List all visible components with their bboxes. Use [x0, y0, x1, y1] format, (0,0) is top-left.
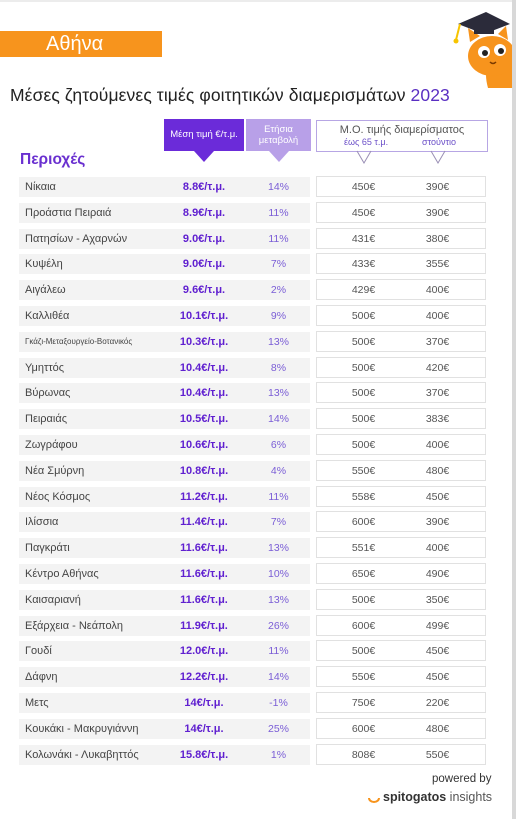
region-name: Εξάρχεια - Νεάπολη: [25, 619, 124, 632]
table-row: [0, 717, 512, 741]
avg-price-65sqm: 600€: [351, 722, 376, 735]
price-per-sqm: 10.6€/τ.μ.: [179, 439, 229, 451]
avg-price-studio: 400€: [425, 439, 450, 451]
annual-change: 13%: [267, 335, 289, 348]
price-per-sqm: 10.4€/τ.μ.: [179, 387, 229, 400]
region-name: Καισαριανή: [25, 593, 81, 606]
price-per-sqm: 10.3€/τ.μ.: [179, 335, 229, 348]
avg-price-65sqm: 558€: [351, 490, 376, 503]
avg-price-65sqm: 500€: [351, 361, 376, 374]
annual-change: 11%: [268, 645, 289, 658]
region-name: Πατησίων - Αχαρνών: [25, 232, 128, 245]
region-name: Υμηττός: [25, 361, 65, 374]
avg-price-studio: 450€: [425, 671, 450, 684]
avg-price-65sqm: 808€: [351, 748, 376, 761]
region-name: Παγκράτι: [25, 542, 70, 555]
avg-price-65sqm: 429€: [351, 284, 376, 297]
annual-change: 11%: [268, 206, 289, 219]
table-row: [0, 562, 512, 586]
table-row: [0, 665, 512, 689]
city-tag: Αθήνα: [0, 31, 162, 57]
region-name: Γκάζι-Μεταξουργείο-Βοτανικός: [25, 336, 133, 346]
avg-price-studio: 390€: [425, 206, 450, 219]
price-per-sqm: 10.5€/τ.μ.: [179, 413, 229, 426]
chevron-down-icon: [356, 150, 372, 164]
annual-change: 10%: [267, 568, 289, 580]
avg-price-65sqm: 500€: [351, 310, 376, 322]
table-row: [0, 536, 512, 560]
region-name: Κυψέλη: [25, 258, 63, 271]
price-per-sqm: 11.6€/τ.μ.: [180, 593, 228, 606]
table-row: [0, 175, 512, 199]
table-row: [0, 743, 512, 767]
region-name: Γουδί: [25, 645, 52, 658]
region-name: Βύρωνας: [25, 387, 71, 400]
annual-change: 6%: [270, 439, 287, 451]
table-row: [0, 691, 512, 715]
avg-price-studio: 490€: [425, 568, 450, 580]
avg-price-studio: 480€: [425, 722, 450, 735]
page-title: [10, 85, 450, 106]
price-per-sqm: 9.6€/τ.μ.: [182, 284, 226, 297]
avg-price-studio: 220€: [425, 697, 450, 709]
cat-mascot-icon: [448, 4, 512, 88]
price-per-sqm: 11.4€/τ.μ.: [180, 516, 228, 529]
annual-change: 2%: [270, 284, 287, 297]
avg-price-65sqm: 600€: [351, 516, 376, 529]
price-column-header: Μέση τιμή €/τ.μ.: [164, 119, 244, 151]
price-per-sqm: 12.2€/τ.μ.: [179, 671, 229, 684]
price-per-sqm: 14€/τ.μ.: [184, 697, 224, 709]
avg-sub-studio: στούντιο: [422, 137, 457, 147]
price-per-sqm: 8.8€/τ.μ.: [182, 181, 226, 193]
region-name: Νέα Σμύρνη: [25, 464, 85, 477]
annual-change: 1%: [270, 748, 287, 761]
annual-change: 13%: [267, 387, 289, 400]
table-row: [0, 614, 512, 638]
annual-change: 11%: [268, 232, 289, 245]
price-per-sqm: 14€/τ.μ.: [184, 722, 224, 735]
title-year: 2023: [410, 85, 450, 105]
brand-logo: [367, 790, 492, 804]
annual-change: 14%: [267, 181, 289, 193]
avg-price-65sqm: 500€: [351, 335, 376, 348]
price-per-sqm: 8.9€/τ.μ.: [182, 206, 226, 219]
avg-price-65sqm: 550€: [351, 464, 376, 477]
table-row: [0, 510, 512, 534]
avg-price-studio: 383€: [425, 413, 450, 426]
price-per-sqm: 9.0€/τ.μ.: [182, 258, 226, 271]
table-row: [0, 433, 512, 457]
region-name: Αιγάλεω: [25, 284, 66, 297]
brand-suffix: insights: [446, 790, 493, 804]
price-header-arrow: [194, 151, 214, 162]
price-per-sqm: 11.9€/τ.μ.: [180, 619, 228, 632]
avg-price-65sqm: 550€: [351, 671, 376, 684]
region-name: Κολωνάκι - Λυκαβηττός: [25, 748, 139, 761]
table-row: [0, 407, 512, 431]
avg-price-65sqm: 750€: [351, 697, 376, 709]
annual-change: 14%: [267, 671, 289, 684]
avg-price-studio: 480€: [425, 464, 450, 477]
region-name: Κέντρο Αθήνας: [25, 568, 99, 580]
avg-price-65sqm: 600€: [351, 619, 376, 632]
price-per-sqm: 12.0€/τ.μ.: [179, 645, 229, 658]
avg-price-studio: 380€: [425, 232, 450, 245]
annual-change: 25%: [267, 722, 289, 735]
avg-price-studio: 355€: [425, 258, 450, 271]
avg-price-studio: 350€: [425, 593, 450, 606]
avg-price-65sqm: 500€: [351, 439, 376, 451]
price-per-sqm: 11.2€/τ.μ.: [180, 490, 228, 503]
title-text: Μέσες ζητούμενες τιμές φοιτητικών διαμερισμάτων: [10, 85, 406, 105]
table-row: [0, 201, 512, 225]
table-row: [0, 278, 512, 302]
annual-change: 13%: [267, 593, 289, 606]
price-per-sqm: 10.1€/τ.μ.: [179, 310, 229, 322]
region-name: Κουκάκι - Μακρυγιάννη: [25, 722, 139, 735]
avg-price-studio: 370€: [425, 387, 450, 400]
table-row: [0, 304, 512, 328]
table-row: [0, 588, 512, 612]
avg-price-65sqm: 431€: [351, 232, 376, 245]
price-per-sqm: 10.4€/τ.μ.: [179, 361, 229, 374]
annual-change: 14%: [267, 413, 289, 426]
avg-price-65sqm: 433€: [351, 258, 376, 271]
avg-price-studio: 400€: [425, 284, 450, 297]
avg-sub-65sqm: έως 65 τ.μ.: [343, 137, 389, 147]
avg-price-65sqm: 650€: [351, 568, 376, 580]
chevron-down-icon: [430, 150, 446, 164]
table-row: [0, 252, 512, 276]
price-per-sqm: 11.6€/τ.μ.: [180, 568, 228, 580]
change-header-line2: μεταβολή: [258, 135, 299, 146]
annual-change: 4%: [270, 464, 287, 477]
avg-price-studio: 400€: [425, 542, 450, 555]
region-name: Ζωγράφου: [25, 439, 78, 451]
region-name: Νέος Κόσμος: [25, 490, 91, 503]
brand-name: spitogatos: [383, 790, 447, 804]
region-name: Προάστια Πειραιά: [25, 206, 112, 219]
price-per-sqm: 15.8€/τ.μ.: [179, 748, 229, 761]
region-name: Πειραιάς: [25, 413, 68, 426]
regions-heading: Περιοχές: [20, 151, 86, 168]
avg-price-65sqm: 551€: [351, 542, 376, 555]
table-row: [0, 330, 512, 354]
table-row: [0, 356, 512, 380]
region-name: Νίκαια: [25, 181, 56, 193]
avg-price-studio: 550€: [425, 748, 450, 761]
avg-price-studio: 450€: [425, 490, 450, 503]
change-header-line1: Ετήσια: [264, 124, 293, 135]
region-name: Μετς: [25, 697, 49, 709]
avg-price-65sqm: 500€: [351, 645, 376, 658]
avg-price-studio: 499€: [425, 619, 450, 632]
annual-change: 9%: [270, 310, 287, 322]
annual-change: 11%: [268, 490, 289, 503]
region-name: Ιλίσσια: [25, 516, 59, 529]
avg-price-65sqm: 500€: [351, 413, 376, 426]
annual-change: 7%: [270, 516, 287, 529]
avg-price-65sqm: 450€: [351, 206, 376, 219]
region-name: Δάφνη: [25, 671, 58, 684]
avg-price-65sqm: 450€: [351, 181, 376, 193]
avg-price-studio: 450€: [425, 645, 450, 658]
avg-header-title: Μ.Ο. τιμής διαμερίσματος: [339, 124, 465, 136]
region-name: Καλλιθέα: [25, 310, 70, 322]
table-row: [0, 381, 512, 405]
annual-change: 7%: [270, 258, 287, 271]
avg-price-studio: 400€: [425, 310, 450, 322]
top-divider: [0, 0, 512, 2]
change-column-header: [246, 119, 311, 151]
avg-price-studio: 420€: [425, 361, 450, 374]
table-row: [0, 227, 512, 251]
table-row: [0, 459, 512, 483]
avg-price-column-header: [316, 120, 488, 152]
annual-change: -1%: [269, 697, 288, 709]
avg-price-studio: 390€: [425, 516, 450, 529]
price-per-sqm: 10.8€/τ.μ.: [179, 464, 229, 477]
annual-change: 8%: [270, 361, 287, 374]
price-per-sqm: 11.6€/τ.μ.: [180, 542, 228, 555]
annual-change: 13%: [267, 542, 289, 555]
avg-price-65sqm: 500€: [351, 593, 376, 606]
page-edge: [512, 0, 516, 819]
table-row: [0, 639, 512, 663]
price-per-sqm: 9.0€/τ.μ.: [182, 232, 226, 245]
avg-price-65sqm: 500€: [351, 387, 376, 400]
avg-price-studio: 370€: [425, 335, 450, 348]
annual-change: 26%: [267, 619, 289, 632]
change-header-arrow: [269, 151, 289, 162]
powered-by-label: powered by: [432, 773, 492, 785]
avg-price-studio: 390€: [425, 181, 450, 193]
table-row: [0, 485, 512, 509]
